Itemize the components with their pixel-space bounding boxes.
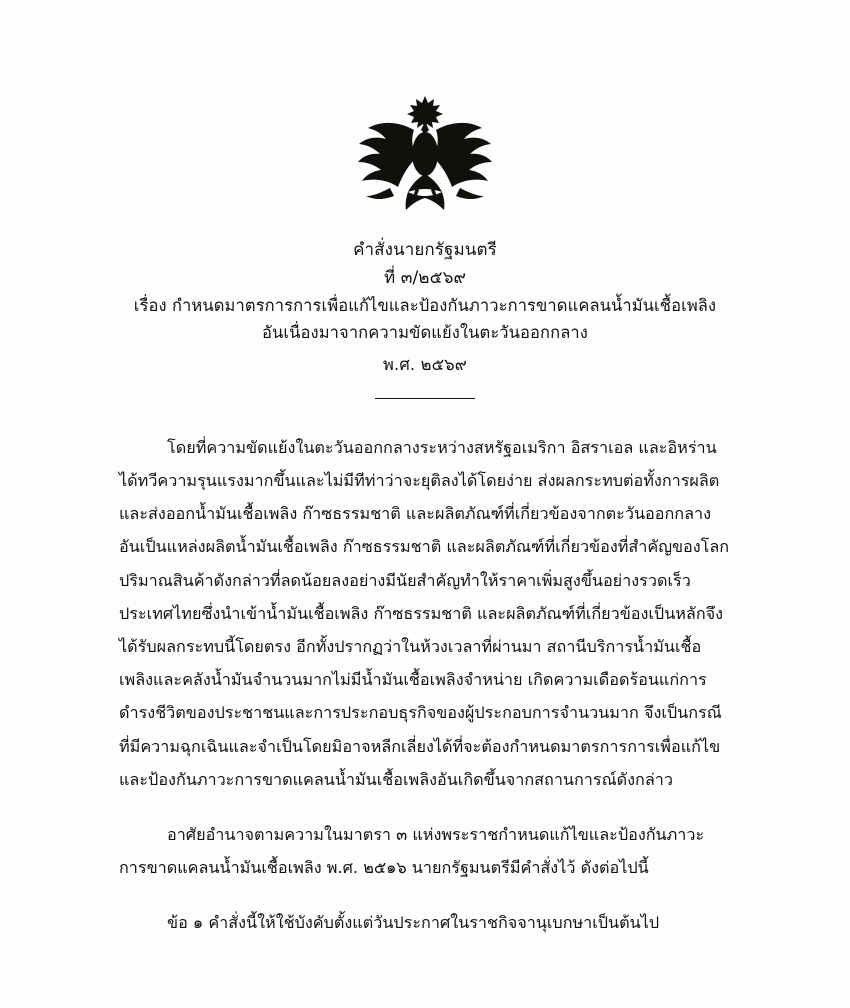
body-paragraph-2 [119,818,731,884]
body-paragraph-1 [119,431,731,796]
body-paragraph-3 [119,906,731,939]
document-body [119,431,731,940]
body-paragraph-2-text: อาศัยอำนาจตามความในมาตรา ๓ แห่งพระราชกำหนดแก้ไขและป้องกันภาวะการขาดแคลนน้ำมันเชื้อเพลิง พ.ศ. ๒๕๑๖ นายกรัฐมนตรีมีคำสั่งไว้ ดังต่อไปนี้ [119,824,705,878]
divider-container [0,398,850,399]
header-divider [375,398,475,399]
emblem-container [0,0,850,214]
document-title: คำสั่งนายกรัฐมนตรี [353,240,497,260]
body-paragraph-3-text: ข้อ ๑ คำสั่งนี้ให้ใช้บังคับตั้งแต่วันประกาศในราชกิจจานุเบกษาเป็นต้นไป [167,913,660,933]
document-year: พ.ศ. ๒๕๖๙ [383,354,467,374]
body-paragraph-1-text: โดยที่ความขัดแย้งในตะวันออกกลางระหว่างสหรัฐอเมริกา อิสราเอล และอิหร่าน ได้ทวีความรุนแรงมากขึ้นและไม่มีทีท่าว่าจะยุติลงได้โดยง่าย ส่งผลกระทบต่อทั้งการผลิตและส่งออกน้ำมันเชื้อเพลิง ก๊าซธรรมชาติ และผลิตภัณฑ์ที่เกี่ยวข้องจากตะวันออกกลางอันเป็นแหล่งผลิตน้ำมันเชื้อเพลิง ก๊าซธรรมชาติ และผลิตภัณฑ์ที่เกี่ยวข้องที่สำคัญของโลก ปริมาณสินค้าดังกล่าวที่ลดน้อยลงอย่างมีนัยสำคัญทำให้ราคาเพิ่มสูงขึ้นอย่างรวดเร็ว ประเทศไทยซึ่งนำเข้าน้ำมันเชื้อเพลิง ก๊าซธรรมชาติ และผลิตภัณฑ์ที่เกี่ยวข้องเป็นหลักจึงได้รับผลกระทบนี้โดยตรง อีกทั้งปรากฏว่าในห้วงเวลาที่ผ่านมา สถานีบริการน้ำมันเชื้อเพลิงและคลังน้ำมันจำนวนมากไม่มีน้ำมันเชื้อเพลิงจำหน่าย เกิดความเดือดร้อนแก่การดำรงชีวิตของประชาชนและการประกอบธุรกิจของผู้ประกอบการจำนวนมาก จึงเป็นกรณีที่มีความฉุกเฉินและจำเป็นโดยมิอาจหลีกเลี่ยงได้ที่จะต้องกำหนดมาตรการการเพื่อแก้ไขและป้องกันภาวะการขาดแคลนน้ำมันเชื้อเพลิงอันเกิดขึ้นจากสถานการณ์ดังกล่าว [119,437,730,789]
document-subject-line-2: อันเนื่องมาจากความขัดแย้งในตะวันออกกลาง [262,323,588,343]
document-number: ที่ ๓/๒๕๖๙ [383,268,467,289]
garuda-emblem-icon [350,92,500,214]
document-subject-line-1: เรื่อง กำหนดมาตรการการเพื่อแก้ไขและป้องกันภาวะการขาดแคลนน้ำมันเชื้อเพลิง [133,296,717,316]
document-header [0,236,850,378]
